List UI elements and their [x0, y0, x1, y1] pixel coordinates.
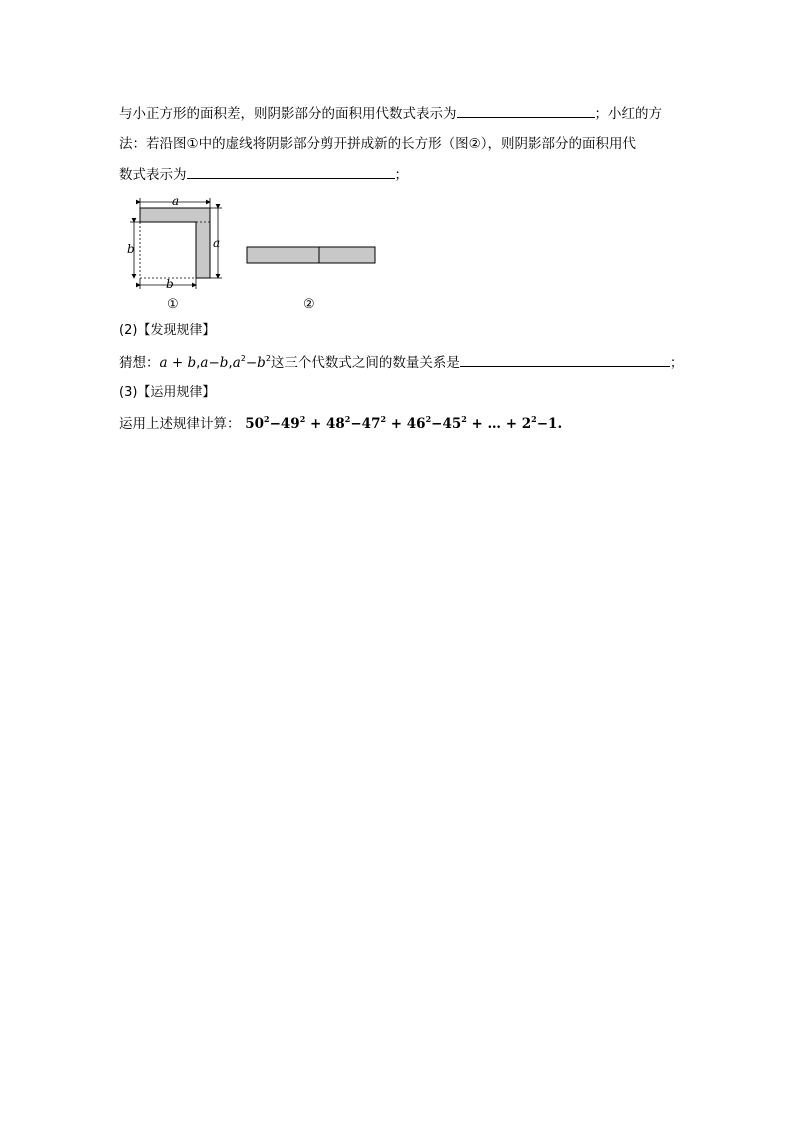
term-6-base: 2: [521, 416, 532, 432]
term-4-exp: 2: [425, 414, 432, 424]
label-a-top: a: [172, 194, 180, 208]
label-a-right: a: [213, 236, 221, 250]
term-5-op: + … +: [466, 416, 522, 432]
comma-1: ,: [196, 355, 201, 371]
section-2-guess-line: [119, 352, 683, 373]
term-1-op: +: [305, 416, 326, 432]
term-1-base: 49: [280, 416, 300, 432]
term-6-op: −1.: [536, 416, 563, 432]
term-3-exp: 2: [380, 414, 387, 424]
term-0-exp: 2: [264, 414, 270, 424]
guess-suffix: 这三个代数式之间的数量关系是: [270, 355, 460, 371]
expr-a2-a: a: [232, 355, 241, 371]
line3-text: 数式表示为: [119, 167, 187, 183]
term-2-op: −: [350, 416, 362, 432]
term-3-op: +: [386, 416, 407, 432]
guess-end: ；: [669, 355, 684, 371]
section-3-heading-text: (3)【运用规律】: [119, 385, 216, 400]
compute-prefix: 运用上述规律计算：: [119, 416, 241, 432]
caption-figure-2: ②: [303, 297, 315, 312]
line1-after: ；小红的方: [594, 106, 662, 122]
label-b-left: b: [127, 242, 135, 256]
section-2-heading: [119, 321, 215, 341]
term-0-op: −: [269, 416, 281, 432]
expr-b2-b: b: [257, 355, 266, 371]
term-3-base: 47: [361, 416, 381, 432]
answer-blank-1[interactable]: [457, 103, 595, 118]
caption-figure-1: ①: [167, 297, 179, 312]
answer-blank-3[interactable]: [460, 352, 670, 367]
section-3-heading: [119, 383, 215, 403]
figure-1: [127, 194, 222, 312]
term-5-exp: 2: [461, 414, 467, 424]
term-2-exp: 2: [344, 414, 351, 424]
line2-text: 法：若沿图①中的虚线将阴影部分剪开拼成新的长方形（图②），则阴影部分的面积用代: [119, 136, 636, 152]
answer-blank-2[interactable]: [187, 164, 395, 179]
new-rectangle: [247, 247, 375, 263]
line1-text: 与小正方形的面积差，则阴影部分的面积用代数式表示为: [119, 106, 457, 122]
expr-a-plus-b: a + b: [159, 355, 197, 371]
section-2-heading-text: (2)【发现规律】: [119, 323, 216, 338]
term-0-base: 50: [245, 416, 264, 432]
guess-prefix: 猜想：: [119, 355, 160, 371]
label-b-bottom: b: [166, 277, 174, 291]
dashed-small-square: [140, 222, 196, 278]
line3-after: ；: [394, 167, 408, 183]
paragraph-line-1: [119, 103, 662, 124]
section-3-compute-line: [119, 414, 562, 434]
term-1-exp: 2: [299, 414, 306, 424]
shaded-l-shape: [140, 208, 210, 278]
term-5-base: 45: [442, 416, 462, 432]
expr-b2-sup: 2: [265, 354, 271, 363]
figure-2: [247, 247, 375, 312]
expr-a2-sup: 2: [240, 354, 246, 363]
expr-a-minus-b: a−b: [200, 355, 229, 371]
term-4-op: −: [431, 416, 443, 432]
paragraph-line-3: [119, 164, 408, 185]
term-4-base: 46: [406, 416, 426, 432]
paragraph-line-2: [119, 134, 636, 154]
term-6-exp: 2: [531, 414, 537, 424]
comma-2: ,: [228, 355, 233, 371]
term-2-base: 48: [325, 416, 345, 432]
figure-diagram: [110, 192, 410, 312]
expr-a2-minus: −: [245, 355, 258, 371]
compute-expression: [241, 416, 563, 432]
